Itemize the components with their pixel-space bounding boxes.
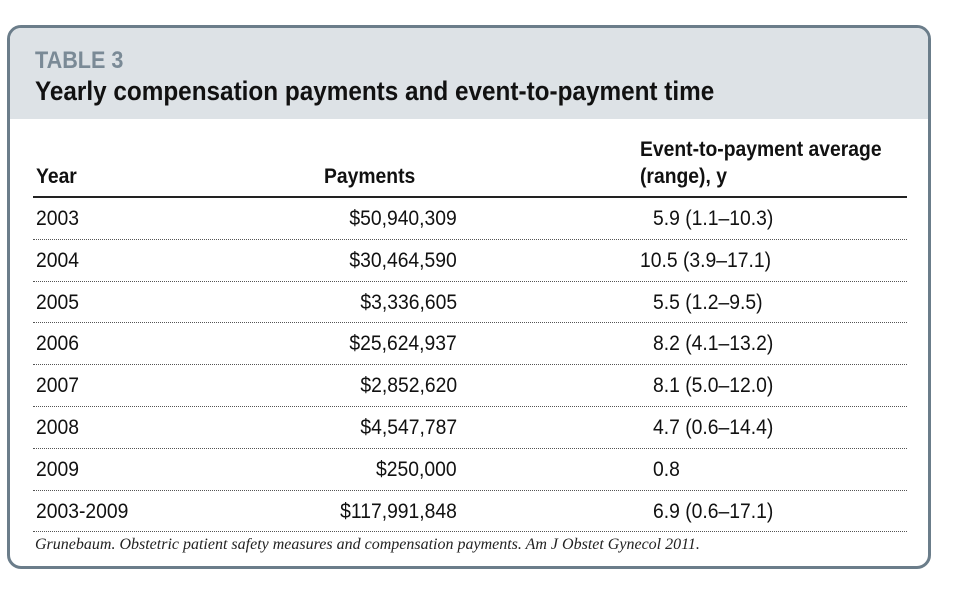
payments-cell: $117,991,848 bbox=[340, 499, 457, 523]
table-row bbox=[33, 282, 907, 324]
table-label: TABLE 3 bbox=[35, 47, 124, 74]
column-header-event-line1: Event-to-payment average bbox=[640, 138, 882, 161]
year-cell: 2004 bbox=[36, 248, 79, 272]
table-row bbox=[33, 449, 907, 491]
table-header bbox=[10, 28, 928, 119]
event-cell: 6.9 (0.6–17.1) bbox=[653, 499, 774, 523]
column-header-year: Year bbox=[36, 165, 77, 188]
column-header-event-to-payment bbox=[640, 136, 882, 190]
column-header-event-line2: (range), y bbox=[640, 165, 727, 188]
year-cell: 2003 bbox=[36, 207, 79, 230]
payments-cell: $2,852,620 bbox=[360, 374, 457, 398]
table-row bbox=[33, 365, 907, 407]
payments-cell: $250,000 bbox=[376, 457, 457, 481]
table-row bbox=[33, 323, 907, 365]
event-cell: 8.1 (5.0–12.0) bbox=[653, 374, 774, 398]
payments-cell: $25,624,937 bbox=[349, 332, 457, 356]
year-cell: 2009 bbox=[36, 457, 79, 481]
event-cell: 8.2 (4.1–13.2) bbox=[653, 332, 774, 356]
event-cell: 0.8 bbox=[653, 457, 680, 481]
year-cell: 2006 bbox=[36, 332, 79, 356]
event-cell: 5.5 (1.2–9.5) bbox=[653, 290, 763, 314]
table-title: Yearly compensation payments and event-to-payment time bbox=[35, 76, 715, 106]
table-row bbox=[33, 198, 907, 240]
year-cell: 2008 bbox=[36, 415, 79, 439]
source-footnote: Grunebaum. Obstetric patient safety measures and compensation payments. Am J Obstet Gynecol 2011. bbox=[35, 536, 700, 553]
column-header-payments: Payments bbox=[324, 165, 416, 188]
event-cell: 4.7 (0.6–14.4) bbox=[653, 415, 774, 439]
event-cell: 10.5 (3.9–17.1) bbox=[640, 248, 772, 272]
year-cell: 2003-2009 bbox=[36, 499, 129, 523]
payments-cell: $3,336,605 bbox=[360, 290, 457, 314]
table-head bbox=[33, 119, 907, 198]
payments-cell: $50,940,309 bbox=[349, 207, 457, 230]
year-cell: 2007 bbox=[36, 374, 79, 398]
table-row bbox=[33, 407, 907, 449]
table-card bbox=[7, 25, 931, 569]
table-row bbox=[33, 240, 907, 282]
year-cell: 2005 bbox=[36, 290, 79, 314]
payments-cell: $4,547,787 bbox=[360, 415, 457, 439]
event-cell: 5.9 (1.1–10.3) bbox=[653, 207, 774, 230]
data-table bbox=[33, 119, 907, 532]
payments-cell: $30,464,590 bbox=[349, 248, 457, 272]
table-row bbox=[33, 491, 907, 533]
